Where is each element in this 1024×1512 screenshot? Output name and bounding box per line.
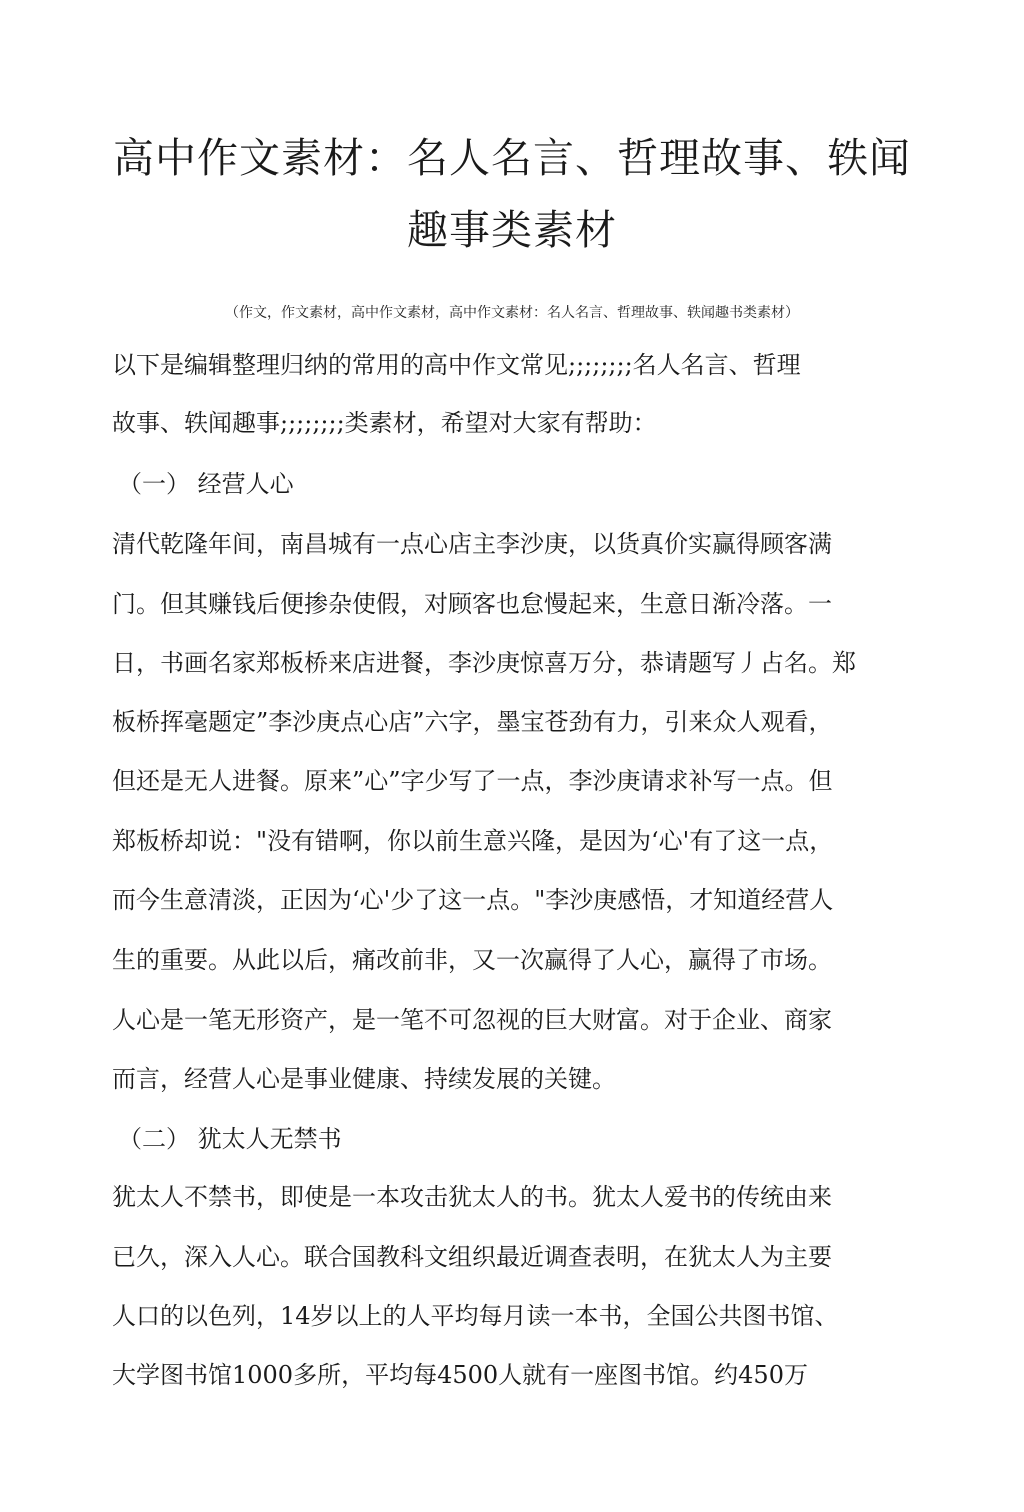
paragraph-line: 但还是无人进餐。原来”心”字少写了一点，李沙庚请求补写一点。但 <box>112 767 833 795</box>
intro-line: 以下是编辑整理归纳的常用的高中作文常见;;;;;;;;名人名言、哲理 <box>112 351 801 379</box>
paragraph-line: 人心是一笔无形资产，是一笔不可忽视的巨大财富。对于企业、商家 <box>112 1006 832 1034</box>
paragraph-line: 生的重要。从此以后，痛改前非，又一次赢得了人心，赢得了市场。 <box>112 946 832 974</box>
document-title-line-2: 趣事类素材 <box>407 206 617 254</box>
paragraph-line: 已久，深入人心。联合国教科文组织最近调查表明，在犹太人为主要 <box>112 1243 832 1271</box>
section-heading-1: （一） 经营人心 <box>118 470 294 498</box>
paragraph-line: 清代乾隆年间，南昌城有一点心店主李沙庚，以货真价实赢得顾客满 <box>112 530 832 558</box>
paragraph-line: 而言，经营人心是事业健康、持续发展的关键。 <box>112 1065 616 1093</box>
intro-line: 故事、轶闻趣事;;;;;;;;类素材，希望对大家有帮助： <box>112 409 657 437</box>
paragraph-line: 门。但其赚钱后便掺杂使假，对顾客也怠慢起来，生意日渐冷落。一 <box>112 590 832 618</box>
section-heading-2: （二） 犹太人无禁书 <box>118 1125 342 1153</box>
document-subtitle: （作文，作文素材，高中作文素材，高中作文素材：名人名言、哲理故事、轶闻趣书类素材） <box>225 305 799 321</box>
document-title-line-1: 高中作文素材：名人名言、哲理故事、轶闻 <box>113 134 911 182</box>
paragraph-line: 日，书画名家郑板桥来店进餐，李沙庚惊喜万分，恭请题写丿占名。郑 <box>112 649 856 677</box>
paragraph-line: 大学图书馆1000多所，平均每4500人就有一座图书馆。约450万 <box>112 1361 808 1389</box>
paragraph-line: 人口的以色列，14岁以上的人平均每月读一本书，全国公共图书馆、 <box>112 1302 839 1330</box>
paragraph-line: 板桥挥毫题定”李沙庚点心店”六字，墨宝苍劲有力，引来众人观看， <box>112 708 833 736</box>
paragraph-line: 犹太人不禁书，即使是一本攻击犹太人的书。犹太人爱书的传统由来 <box>112 1183 832 1211</box>
paragraph-line: 而今生意清淡，正因为‘心'少了这一点。"李沙庚感悟，才知道经营人 <box>112 886 834 914</box>
paragraph-line: 郑板桥却说："没有错啊，你以前生意兴隆，是因为‘心'有了这一点， <box>112 827 834 855</box>
